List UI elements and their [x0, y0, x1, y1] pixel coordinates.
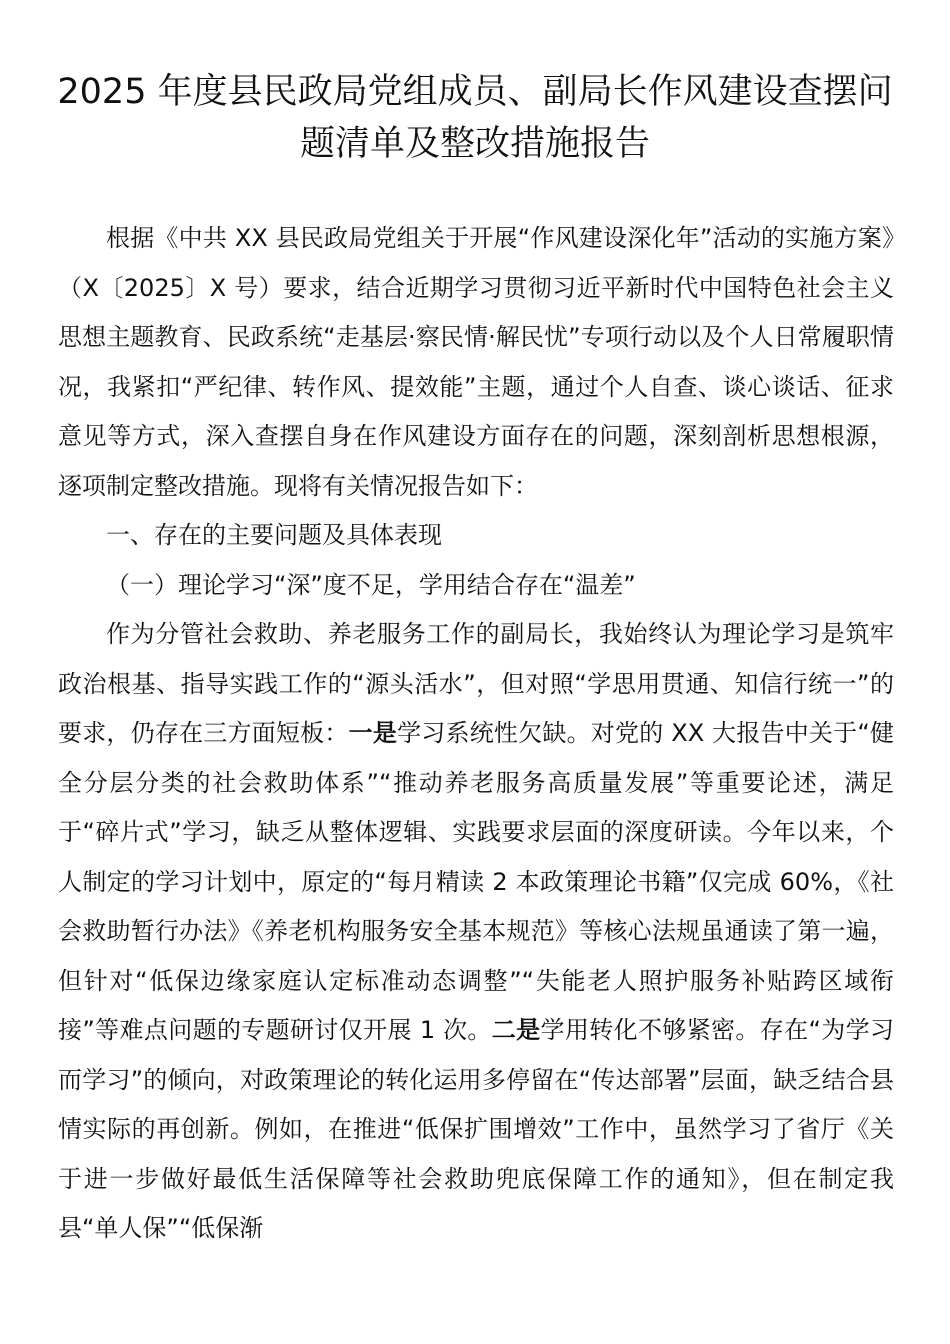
emphasis-second: 二是 — [491, 1016, 541, 1044]
body-paragraph — [58, 610, 894, 1254]
document-title — [40, 66, 910, 170]
subsection-heading: （一）理论学习“深”度不足，学用结合存在“温差” — [106, 570, 636, 599]
intro-paragraph: 根据《中共 XX 县民政局党组关于开展“作风建设深化年”活动的实施方案》（X〔2025〕X 号）要求，结合近期学习贯彻习近平新时代中国特色社会主义思想主题教育、民政系统“走基层·察民情·解民忧”专项行动以及个人日常履职情况，我紧扣“严纪律、转作风、提效能”主题，通过个人自查、谈心谈话、征求意见等方式，深入查摆自身在作风建设方面存在的问题，深刻剖析思想根源，逐项制定整改措施。现将有关情况报告如下： — [58, 224, 894, 500]
paragraph-text: 学用转化不够紧密。存在“为学习而学习”的倾向，对政策理论的转化运用多停留在“传达部署”层面，缺乏结合县情实际的再创新。例如，在推进“低保扩围增效”工作中，虽然学习了省厅《关于进一步做好最低生活保障等社会救助兜底保障工作的通知》，但在制定我县“单人保”“低保渐 — [58, 1016, 895, 1242]
title-line-1: 2025 年度县民政局党组成员、副局长作风建设查摆问 — [57, 72, 893, 112]
paragraph-text: 学习系统性欠缺。对党的 XX 大报告中关于“健全分层分类的社会救助体系”“推动养老服务高质量发展”等重要论述，满足于“碎片式”学习，缺乏从整体逻辑、实践要求层面的深度研读。今年以来，个人制定的学习计划中，原定的“每月精读 2 本政策理论书籍”仅完成 60%，《社会救助暂行办法》《养老机构服务安全基本规范》等核心法规虽通读了第一遍，但针对“低保边缘家庭认定标准动态调整”“失能老人照护服务补贴跨区域衔接”等难点问题的专题研讨仅开展 1 次。 — [58, 719, 895, 1044]
title-line-2: 题清单及整改措施报告 — [299, 124, 650, 164]
document-body — [58, 214, 894, 1254]
emphasis-first: 一是 — [348, 719, 398, 747]
paragraph-text: 作为分管社会救助、养老服务工作的副局长，我始终认为理论学习是筑牢政治根基、指导实践工作的“源头活水”，但对照“学思用贯通、知信行统一”的要求，仍存在三方面短板： — [58, 620, 894, 747]
section-heading: 一、存在的主要问题及具体表现 — [106, 521, 442, 549]
